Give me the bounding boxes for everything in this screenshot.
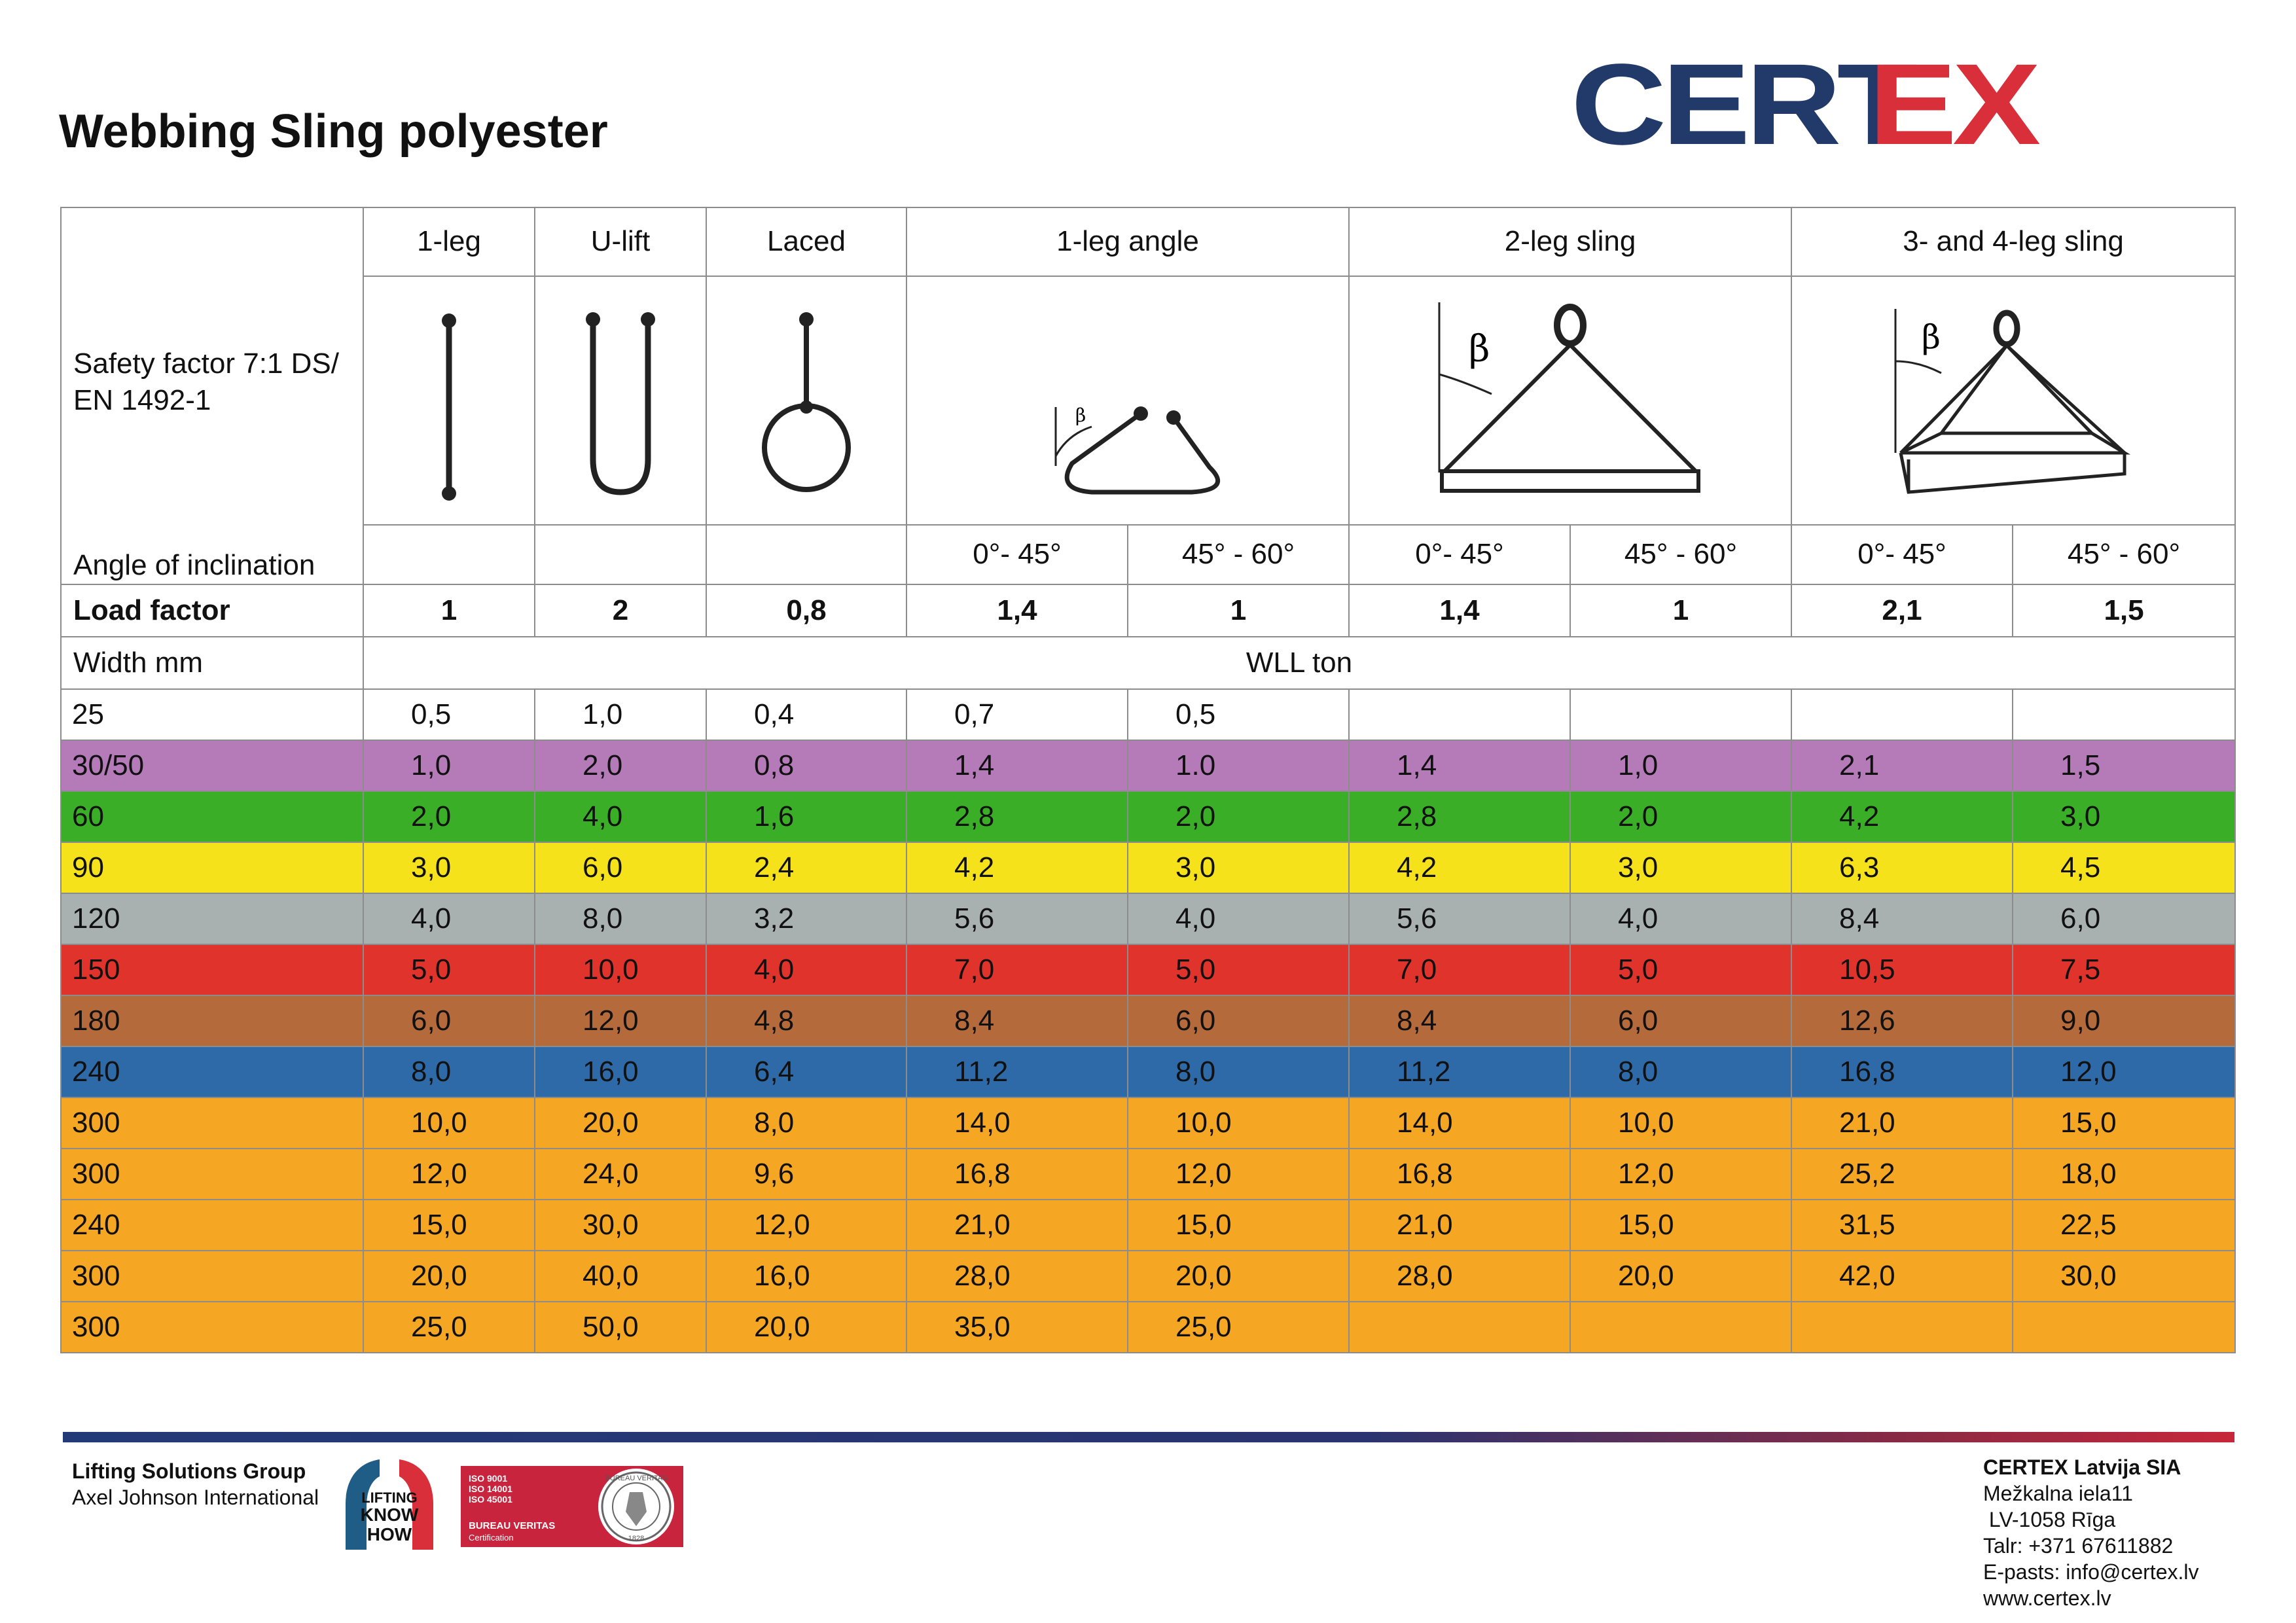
wll-value-cell: 21,0 — [906, 1200, 1128, 1251]
wll-value-cell: 2,0 — [1128, 791, 1349, 842]
wll-value-cell: 28,0 — [906, 1251, 1128, 1302]
wll-value-cell: 16,8 — [906, 1149, 1128, 1200]
width-header-row — [61, 637, 2235, 689]
wll-value-cell: 2,4 — [706, 842, 906, 893]
wll-value-cell: 22,5 — [2013, 1200, 2235, 1251]
wll-value-cell — [1791, 1302, 2013, 1353]
wll-value-cell: 6,3 — [1791, 842, 2013, 893]
table-row — [61, 893, 2235, 944]
wll-value-cell: 50,0 — [535, 1302, 706, 1353]
wll-value-cell: 40,0 — [535, 1251, 706, 1302]
wll-value-cell: 10,0 — [1570, 1097, 1791, 1149]
wll-value-cell: 8,0 — [706, 1097, 906, 1149]
wll-value-cell: 18,0 — [2013, 1149, 2235, 1200]
table-row — [61, 1302, 2235, 1353]
email: E-pasts: info@certex.lv — [1983, 1560, 2199, 1584]
wll-value-cell: 1,0 — [1570, 740, 1791, 791]
load-factor-cell: 0,8 — [706, 584, 906, 637]
wll-value-cell: 0,5 — [1128, 689, 1349, 740]
iso-9001: ISO 9001 — [469, 1473, 508, 1484]
wll-value-cell: 5,6 — [1349, 893, 1570, 944]
wll-value-cell: 5,0 — [1570, 944, 1791, 995]
wll-value-cell: 8,4 — [1791, 893, 2013, 944]
wll-value-cell: 12,0 — [363, 1149, 535, 1200]
diagram-1-leg — [363, 276, 535, 525]
table-row — [61, 995, 2235, 1046]
load-factor-cell: 1,4 — [906, 584, 1128, 637]
angle-cell: 45° - 60° — [2013, 525, 2235, 584]
wll-value-cell: 20,0 — [706, 1302, 906, 1353]
angle-cell: 45° - 60° — [1570, 525, 1791, 584]
wll-value-cell: 21,0 — [1791, 1097, 2013, 1149]
safety-factor-cell — [61, 207, 363, 584]
wll-value-cell: 3,0 — [1570, 842, 1791, 893]
wll-value-cell: 4,0 — [363, 893, 535, 944]
load-factor-cell: 2,1 — [1791, 584, 2013, 637]
wll-value-cell: 6,0 — [1570, 995, 1791, 1046]
col-header-1-leg: 1-leg — [363, 207, 535, 276]
wll-value-cell: 6,0 — [2013, 893, 2235, 944]
logo-text-part1: CERT — [1571, 41, 1914, 169]
load-factor-row — [61, 584, 2235, 637]
beta-symbol-3-4-leg: β — [1922, 317, 1941, 356]
load-factor-cell: 1 — [363, 584, 535, 637]
wll-value-cell: 1.0 — [1128, 740, 1349, 791]
angle-cell: 0°- 45° — [1791, 525, 2013, 584]
diagram-3-4-leg-sling — [1791, 276, 2235, 525]
wll-value-cell: 8,0 — [535, 893, 706, 944]
table-row — [61, 740, 2235, 791]
wll-value-cell: 0,4 — [706, 689, 906, 740]
company-name: CERTEX Latvija SIA — [1983, 1455, 2181, 1479]
wll-value-cell: 8,0 — [363, 1046, 535, 1097]
bv-seal-year: 1828 — [628, 1535, 645, 1543]
table-row — [61, 791, 2235, 842]
safety-factor-line2: EN 1492-1 — [73, 384, 211, 416]
bv-certification-sub: Certification — [469, 1533, 514, 1543]
wll-value-cell: 15,0 — [1128, 1200, 1349, 1251]
wll-value-cell: 20,0 — [1128, 1251, 1349, 1302]
width-mm-label: Width mm — [61, 637, 363, 689]
table-row — [61, 1149, 2235, 1200]
col-header-2-leg-sling: 2-leg sling — [1349, 207, 1791, 276]
group-info — [72, 1458, 319, 1510]
website: www.certex.lv — [1983, 1586, 2111, 1610]
wll-value-cell: 5,0 — [363, 944, 535, 995]
wll-value-cell: 15,0 — [2013, 1097, 2235, 1149]
wll-value-cell: 12,0 — [2013, 1046, 2235, 1097]
wll-value-cell: 10,0 — [1128, 1097, 1349, 1149]
iso-14001: ISO 14001 — [469, 1484, 512, 1494]
angle-cell: 0°- 45° — [906, 525, 1128, 584]
diagram-laced — [706, 276, 906, 525]
wll-value-cell: 2,8 — [906, 791, 1128, 842]
wll-value-cell: 11,2 — [906, 1046, 1128, 1097]
wll-value-cell: 8,4 — [1349, 995, 1570, 1046]
width-cell: 120 — [61, 893, 363, 944]
wll-value-cell: 16,8 — [1791, 1046, 2013, 1097]
wll-value-cell: 2,8 — [1349, 791, 1570, 842]
table-row — [61, 1251, 2235, 1302]
wll-ton-label: WLL ton — [363, 637, 2235, 689]
wll-value-cell: 6,4 — [706, 1046, 906, 1097]
width-cell: 60 — [61, 791, 363, 842]
table-row — [61, 1097, 2235, 1149]
wll-value-cell: 4,5 — [2013, 842, 2235, 893]
knowhow-line3: HOW — [367, 1524, 412, 1544]
logo-text-part2: EX — [1869, 41, 2037, 169]
wll-value-cell: 12,0 — [1128, 1149, 1349, 1200]
wll-value-cell: 42,0 — [1791, 1251, 2013, 1302]
wll-value-cell: 16,0 — [706, 1251, 906, 1302]
wll-value-cell — [1570, 1302, 1791, 1353]
wll-value-cell: 35,0 — [906, 1302, 1128, 1353]
wll-value-cell: 25,0 — [363, 1302, 535, 1353]
wll-value-cell: 24,0 — [535, 1149, 706, 1200]
width-cell: 240 — [61, 1046, 363, 1097]
wll-value-cell: 12,0 — [1570, 1149, 1791, 1200]
wll-value-cell: 5,0 — [1128, 944, 1349, 995]
bv-certification-title: BUREAU VERITAS — [469, 1520, 556, 1531]
load-factor-cell: 1,5 — [2013, 584, 2235, 637]
wll-value-cell: 8,0 — [1128, 1046, 1349, 1097]
wll-value-cell: 1,6 — [706, 791, 906, 842]
wll-value-cell: 7,0 — [1349, 944, 1570, 995]
wll-value-cell: 12,6 — [1791, 995, 2013, 1046]
safety-factor-line1: Safety factor 7:1 DS/ — [73, 348, 339, 380]
width-cell: 300 — [61, 1302, 363, 1353]
col-header-3-4-leg-sling: 3- and 4-leg sling — [1791, 207, 2235, 276]
wll-value-cell: 4,8 — [706, 995, 906, 1046]
company-address-block — [1983, 1454, 2198, 1611]
wll-value-cell: 0,7 — [906, 689, 1128, 740]
beta-symbol-small: β — [1075, 404, 1086, 426]
wll-value-cell: 25,2 — [1791, 1149, 2013, 1200]
wll-value-cell: 1,0 — [363, 740, 535, 791]
load-factor-cell: 1,4 — [1349, 584, 1570, 637]
wll-value-cell: 12,0 — [535, 995, 706, 1046]
wll-value-cell — [2013, 1302, 2235, 1353]
diagram-u-lift — [535, 276, 706, 525]
wll-value-cell: 2,0 — [535, 740, 706, 791]
wll-value-cell: 15,0 — [363, 1200, 535, 1251]
wll-value-cell: 1,4 — [1349, 740, 1570, 791]
wll-value-cell: 6,0 — [363, 995, 535, 1046]
wll-value-cell: 3,0 — [2013, 791, 2235, 842]
col-header-u-lift: U-lift — [535, 207, 706, 276]
wll-value-cell: 3,0 — [363, 842, 535, 893]
table-row — [61, 1200, 2235, 1251]
wll-value-cell: 10,5 — [1791, 944, 2013, 995]
wll-value-cell: 30,0 — [535, 1200, 706, 1251]
wll-value-cell: 1,0 — [535, 689, 706, 740]
wll-value-cell — [1570, 689, 1791, 740]
wll-value-cell: 2,1 — [1791, 740, 2013, 791]
wll-value-cell: 20,0 — [363, 1251, 535, 1302]
wll-value-cell: 30,0 — [2013, 1251, 2235, 1302]
angle-of-inclination-label: Angle of inclination — [73, 549, 315, 581]
wll-value-cell: 5,6 — [906, 893, 1128, 944]
beta-symbol-2-leg: β — [1469, 327, 1490, 370]
wll-value-cell — [1349, 1302, 1570, 1353]
width-cell: 240 — [61, 1200, 363, 1251]
wll-value-cell: 9,6 — [706, 1149, 906, 1200]
diagram-1-leg-angle — [906, 276, 1349, 525]
wll-value-cell: 7,0 — [906, 944, 1128, 995]
wll-value-cell: 1,4 — [906, 740, 1128, 791]
group-name: Lifting Solutions Group — [72, 1459, 306, 1483]
col-header-1-leg-angle: 1-leg angle — [906, 207, 1349, 276]
wll-value-cell: 12,0 — [706, 1200, 906, 1251]
footer-divider — [63, 1432, 2234, 1442]
diagram-2-leg-sling — [1349, 276, 1791, 525]
bureau-veritas-badge — [461, 1466, 683, 1547]
table-row — [61, 689, 2235, 740]
header-row — [61, 207, 2235, 276]
wll-value-cell: 0,8 — [706, 740, 906, 791]
width-cell: 90 — [61, 842, 363, 893]
wll-value-cell: 21,0 — [1349, 1200, 1570, 1251]
width-cell: 300 — [61, 1251, 363, 1302]
angle-row — [61, 525, 2235, 584]
wll-value-cell: 10,0 — [535, 944, 706, 995]
lifting-know-how-logo — [340, 1454, 439, 1552]
table-row — [61, 944, 2235, 995]
wll-value-cell: 31,5 — [1791, 1200, 2013, 1251]
col-header-laced: Laced — [706, 207, 906, 276]
wll-value-cell: 2,0 — [363, 791, 535, 842]
page-title: Webbing Sling polyester — [59, 105, 608, 158]
iso-45001: ISO 45001 — [469, 1494, 512, 1505]
wll-value-cell: 4,2 — [1349, 842, 1570, 893]
width-cell: 300 — [61, 1149, 363, 1200]
wll-data-body — [61, 689, 2235, 1353]
wll-value-cell: 3,0 — [1128, 842, 1349, 893]
wll-value-cell: 0,5 — [363, 689, 535, 740]
wll-value-cell: 20,0 — [1570, 1251, 1791, 1302]
wll-value-cell: 10,0 — [363, 1097, 535, 1149]
wll-value-cell: 8,0 — [1570, 1046, 1791, 1097]
load-factor-cell: 2 — [535, 584, 706, 637]
width-cell: 150 — [61, 944, 363, 995]
wll-value-cell: 9,0 — [2013, 995, 2235, 1046]
width-cell: 25 — [61, 689, 363, 740]
width-cell: 300 — [61, 1097, 363, 1149]
knowhow-line2: KNOW — [360, 1505, 419, 1525]
wll-value-cell: 6,0 — [1128, 995, 1349, 1046]
angle-cell: 0°- 45° — [1349, 525, 1570, 584]
wll-value-cell: 14,0 — [906, 1097, 1128, 1149]
wll-value-cell: 14,0 — [1349, 1097, 1570, 1149]
address-street: Mežkalna iela11 — [1983, 1482, 2133, 1505]
phone: Talr: +371 67611882 — [1983, 1534, 2174, 1558]
wll-value-cell: 7,5 — [2013, 944, 2235, 995]
diagram-row — [61, 276, 2235, 525]
wll-value-cell: 4,0 — [706, 944, 906, 995]
wll-value-cell: 28,0 — [1349, 1251, 1570, 1302]
width-cell: 180 — [61, 995, 363, 1046]
width-cell: 30/50 — [61, 740, 363, 791]
load-factor-label: Load factor — [61, 584, 363, 637]
angle-cell: 45° - 60° — [1128, 525, 1349, 584]
wll-value-cell — [1791, 689, 2013, 740]
load-factor-cell: 1 — [1570, 584, 1791, 637]
knowhow-line1: LIFTING — [361, 1489, 418, 1506]
wll-value-cell: 8,4 — [906, 995, 1128, 1046]
table-row — [61, 842, 2235, 893]
wll-value-cell: 4,0 — [1128, 893, 1349, 944]
wll-value-cell: 15,0 — [1570, 1200, 1791, 1251]
wll-value-cell: 4,2 — [906, 842, 1128, 893]
wll-value-cell — [2013, 689, 2235, 740]
wll-value-cell: 4,0 — [535, 791, 706, 842]
table-row — [61, 1046, 2235, 1097]
group-subtitle: Axel Johnson International — [72, 1486, 319, 1509]
wll-value-cell — [1349, 689, 1570, 740]
address-city: LV-1058 Rīga — [1983, 1508, 2116, 1531]
wll-value-cell: 20,0 — [535, 1097, 706, 1149]
wll-value-cell: 11,2 — [1349, 1046, 1570, 1097]
wll-value-cell: 16,8 — [1349, 1149, 1570, 1200]
wll-value-cell: 25,0 — [1128, 1302, 1349, 1353]
sling-load-table — [60, 207, 2236, 1353]
bv-seal-ring: BUREAU VERITAS — [605, 1474, 668, 1482]
wll-value-cell: 3,2 — [706, 893, 906, 944]
wll-value-cell: 4,0 — [1570, 893, 1791, 944]
wll-value-cell: 6,0 — [535, 842, 706, 893]
wll-value-cell: 4,2 — [1791, 791, 2013, 842]
certex-logo — [1571, 41, 2238, 169]
wll-value-cell: 2,0 — [1570, 791, 1791, 842]
load-factor-cell: 1 — [1128, 584, 1349, 637]
wll-value-cell: 16,0 — [535, 1046, 706, 1097]
wll-value-cell: 1,5 — [2013, 740, 2235, 791]
